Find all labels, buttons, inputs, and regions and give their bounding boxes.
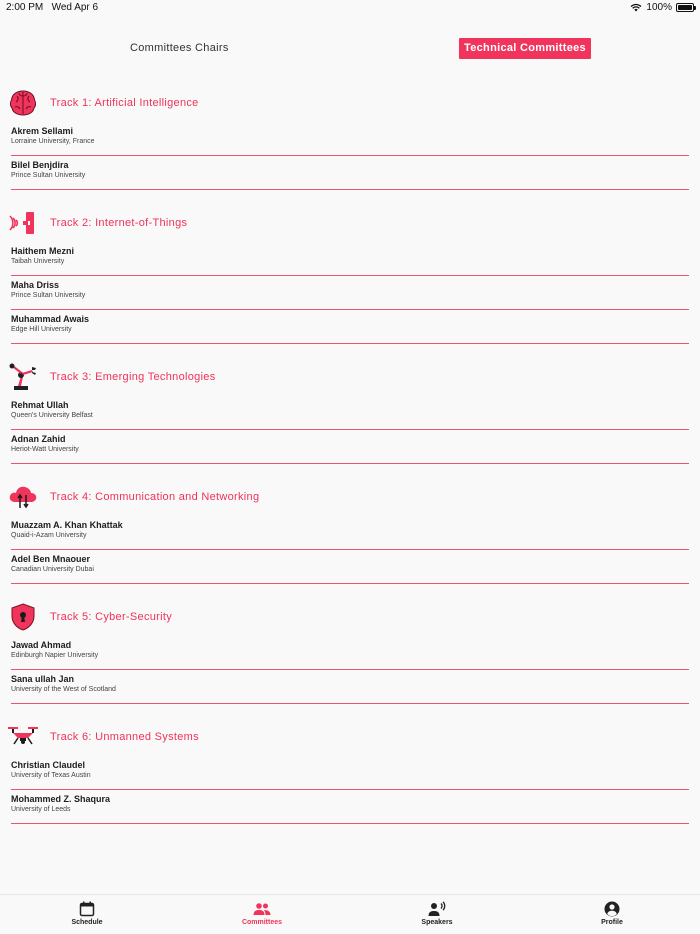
list-item[interactable]: [11, 276, 689, 310]
list-item[interactable]: [11, 156, 689, 190]
list-item[interactable]: [11, 122, 689, 156]
list-item[interactable]: [11, 310, 689, 344]
list-item[interactable]: [11, 550, 689, 584]
status-bar: [0, 0, 700, 16]
member-affiliation: University of Leeds: [11, 806, 71, 813]
track-header: [0, 478, 700, 516]
status-right: [630, 2, 694, 13]
member-name: Bilel Benjdira: [11, 160, 69, 170]
speaker-voice-icon: [428, 901, 446, 917]
track-2: [0, 204, 700, 344]
member-name: Maha Driss: [11, 280, 60, 290]
tracks-list: [0, 84, 700, 824]
member-name: Christian Claudel: [11, 760, 86, 770]
member-affiliation: Taibah University: [11, 258, 65, 265]
people-icon: [253, 901, 271, 917]
member-affiliation: Heriot-Watt University: [11, 446, 79, 453]
list-item[interactable]: [11, 430, 689, 464]
member-name: Adnan Zahid: [11, 434, 66, 444]
user-circle-icon: [604, 901, 620, 917]
track-3: [0, 358, 700, 464]
nav-committees[interactable]: [222, 901, 302, 926]
track-header: [0, 204, 700, 242]
member-affiliation: Prince Sultan University: [11, 172, 86, 179]
nav-label: Committees: [241, 919, 283, 926]
member-name: Sana ullah Jan: [11, 674, 75, 684]
track-title: Track 5: Cyber-Security: [50, 611, 173, 623]
track-4: [0, 478, 700, 584]
member-name: Muazzam A. Khan Khattak: [11, 520, 123, 530]
nav-label: Schedule: [71, 919, 103, 926]
iot-signal-icon: [8, 208, 38, 238]
committee-tabs: [0, 38, 700, 60]
list-item[interactable]: [11, 670, 689, 704]
battery-percent: 100%: [646, 2, 672, 13]
tab-committees-chairs[interactable]: Committees Chairs: [130, 42, 229, 54]
track-1: [0, 84, 700, 190]
list-item[interactable]: [11, 636, 689, 670]
status-time: 2:00 PM Wed Apr 6: [6, 2, 99, 13]
member-affiliation: University of the West of Scotland: [11, 686, 116, 693]
track-title: Track 6: Unmanned Systems: [50, 731, 199, 743]
member-affiliation: Canadian University Dubai: [11, 566, 94, 573]
member-name: Akrem Sellami: [11, 126, 74, 136]
track-5: [0, 598, 700, 704]
member-name: Adel Ben Mnaouer: [11, 554, 91, 564]
track-header: [0, 84, 700, 122]
list-item[interactable]: [11, 756, 689, 790]
shield-lock-icon: [8, 602, 38, 632]
track-title: Track 3: Emerging Technologies: [50, 371, 216, 383]
track-title: Track 1: Artificial Intelligence: [50, 97, 199, 109]
track-header: [0, 718, 700, 756]
nav-label: Speakers: [421, 919, 453, 926]
member-name: Muhammad Awais: [11, 314, 90, 324]
track-header: [0, 358, 700, 396]
member-affiliation: Quaid-i-Azam University: [11, 532, 87, 539]
list-item[interactable]: [11, 396, 689, 430]
member-name: Haithem Mezni: [11, 246, 75, 256]
wifi-icon: [630, 3, 642, 12]
robot-arm-icon: [8, 362, 38, 392]
member-affiliation: University of Texas Austin: [11, 772, 91, 779]
member-affiliation: Prince Sultan University: [11, 292, 86, 299]
nav-label: Profile: [601, 919, 623, 926]
track-title: Track 2: Internet-of-Things: [50, 217, 188, 229]
member-name: Jawad Ahmad: [11, 640, 72, 650]
member-name: Mohammed Z. Shaqura: [11, 794, 111, 804]
drone-icon: [8, 722, 38, 752]
calendar-icon: [79, 901, 95, 917]
track-header: [0, 598, 700, 636]
member-affiliation: Edge Hill University: [11, 326, 72, 333]
list-item[interactable]: [11, 790, 689, 824]
member-name: Rehmat Ullah: [11, 400, 69, 410]
bottom-tab-bar: [0, 894, 700, 934]
list-item[interactable]: [11, 516, 689, 550]
track-6: [0, 718, 700, 824]
nav-speakers[interactable]: [397, 901, 477, 926]
brain-icon: [8, 88, 38, 118]
tab-technical-committees[interactable]: Technical Committees: [459, 38, 591, 59]
battery-icon: [676, 3, 694, 12]
nav-schedule[interactable]: [47, 901, 127, 926]
track-title: Track 4: Communication and Networking: [50, 491, 260, 503]
member-affiliation: Lorraine University, France: [11, 138, 95, 145]
nav-profile[interactable]: [572, 901, 652, 926]
member-affiliation: Edinburgh Napier University: [11, 652, 99, 659]
cloud-transfer-icon: [8, 482, 38, 512]
member-affiliation: Queen's University Belfast: [11, 412, 93, 419]
list-item[interactable]: [11, 242, 689, 276]
